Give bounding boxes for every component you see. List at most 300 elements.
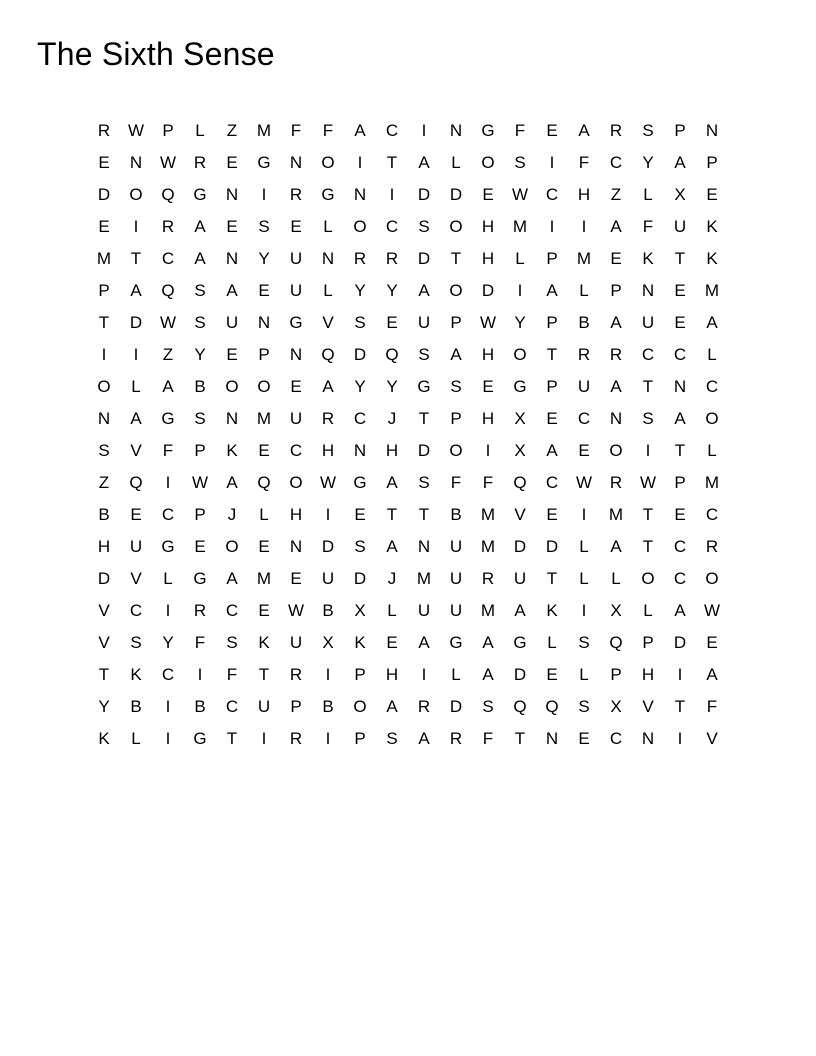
grid-letter: B xyxy=(578,313,590,332)
grid-letter: O xyxy=(353,217,367,236)
grid-letter: Z xyxy=(226,121,238,140)
grid-letter: U xyxy=(641,313,655,332)
grid-letter: E xyxy=(290,217,302,236)
grid-letter: O xyxy=(449,281,463,300)
grid-letter: D xyxy=(449,185,463,204)
grid-letter: U xyxy=(289,249,303,268)
grid-letter: E xyxy=(98,217,110,236)
grid-letter: K xyxy=(706,249,718,268)
grid-letter: I xyxy=(421,665,427,684)
grid-letter: A xyxy=(194,217,206,236)
grid-letter: X xyxy=(674,185,686,204)
grid-letter: I xyxy=(581,217,587,236)
grid-letter: R xyxy=(417,697,431,716)
grid-letter: X xyxy=(354,601,366,620)
grid-letter: T xyxy=(674,249,686,268)
grid-letter: G xyxy=(353,473,367,492)
grid-letter: C xyxy=(609,153,623,172)
grid-letter: E xyxy=(546,121,558,140)
grid-letter: A xyxy=(386,697,398,716)
grid-letter: F xyxy=(226,665,238,684)
grid-letter: Y xyxy=(354,281,366,300)
grid-letter: T xyxy=(130,249,142,268)
grid-letter: H xyxy=(385,441,399,460)
grid-letter: P xyxy=(674,473,686,492)
grid-letter: Z xyxy=(162,345,174,364)
grid-letter: S xyxy=(354,313,366,332)
grid-letter: P xyxy=(546,249,558,268)
grid-letter: B xyxy=(98,505,110,524)
grid-letter: Q xyxy=(513,697,527,716)
grid-letter: D xyxy=(673,633,687,652)
grid-letter: A xyxy=(194,249,206,268)
grid-letter: K xyxy=(130,665,142,684)
grid-letter: X xyxy=(610,697,622,716)
grid-letter: O xyxy=(321,153,335,172)
grid-letter: W xyxy=(287,601,305,620)
grid-letter: L xyxy=(323,217,333,236)
grid-letter: U xyxy=(449,537,463,556)
grid-letter: H xyxy=(321,441,335,460)
grid-letter: I xyxy=(549,153,555,172)
grid-letter: E xyxy=(578,441,590,460)
grid-letter: F xyxy=(482,473,494,492)
grid-letter: F xyxy=(162,441,174,460)
grid-letter: H xyxy=(481,345,495,364)
grid-letter: U xyxy=(321,569,335,588)
grid-letter: E xyxy=(386,313,398,332)
grid-letter: A xyxy=(674,153,686,172)
grid-letter: A xyxy=(418,153,430,172)
grid-letter: D xyxy=(481,281,495,300)
grid-letter: U xyxy=(289,633,303,652)
grid-letter: S xyxy=(418,217,430,236)
grid-letter: M xyxy=(608,505,624,524)
grid-letter: O xyxy=(129,185,143,204)
grid-letter: F xyxy=(290,121,302,140)
grid-letter: O xyxy=(225,377,239,396)
grid-letter: P xyxy=(642,633,654,652)
grid-letter: K xyxy=(546,601,558,620)
grid-letter: S xyxy=(578,633,590,652)
grid-letter: O xyxy=(641,569,655,588)
grid-letter: P xyxy=(194,505,206,524)
grid-letter: I xyxy=(165,697,171,716)
grid-letter: T xyxy=(642,505,654,524)
grid-letter: P xyxy=(354,665,366,684)
grid-letter: V xyxy=(98,601,110,620)
grid-letter: E xyxy=(258,281,270,300)
grid-letter: C xyxy=(673,345,687,364)
grid-letter: C xyxy=(161,665,175,684)
grid-letter: R xyxy=(321,409,335,428)
grid-letter: R xyxy=(577,345,591,364)
grid-letter: C xyxy=(673,537,687,556)
grid-letter: Q xyxy=(513,473,527,492)
grid-letter: F xyxy=(322,121,334,140)
grid-letter: C xyxy=(545,185,559,204)
grid-letter: I xyxy=(581,505,587,524)
grid-letter: L xyxy=(579,281,589,300)
grid-letter: S xyxy=(578,697,590,716)
grid-letter: E xyxy=(226,153,238,172)
grid-letter: O xyxy=(481,153,495,172)
grid-letter: L xyxy=(579,665,589,684)
grid-letter: S xyxy=(386,729,398,748)
grid-letter: G xyxy=(417,377,431,396)
grid-letter: O xyxy=(449,441,463,460)
grid-letter: L xyxy=(611,569,621,588)
grid-letter: P xyxy=(706,153,718,172)
grid-letter: M xyxy=(96,249,112,268)
grid-letter: H xyxy=(97,537,111,556)
grid-letter: R xyxy=(353,249,367,268)
grid-letter: E xyxy=(258,601,270,620)
grid-letter: D xyxy=(417,249,431,268)
grid-letter: M xyxy=(480,505,496,524)
grid-letter: R xyxy=(609,345,623,364)
grid-letter: A xyxy=(226,473,238,492)
grid-letter: Q xyxy=(609,633,623,652)
grid-letter: A xyxy=(706,665,718,684)
grid-letter: E xyxy=(98,153,110,172)
grid-letter: D xyxy=(97,185,111,204)
grid-letter: W xyxy=(159,153,177,172)
grid-letter: N xyxy=(225,249,239,268)
grid-letter: N xyxy=(321,249,335,268)
grid-letter: G xyxy=(321,185,335,204)
grid-letter: T xyxy=(386,153,398,172)
grid-letter: V xyxy=(642,697,654,716)
grid-letter: F xyxy=(642,217,654,236)
grid-letter: P xyxy=(610,665,622,684)
grid-letter: O xyxy=(97,377,111,396)
grid-letter: I xyxy=(645,441,651,460)
grid-letter: I xyxy=(261,729,267,748)
grid-letter: M xyxy=(480,537,496,556)
grid-letter: T xyxy=(642,537,654,556)
grid-letter: L xyxy=(451,665,461,684)
grid-letter: X xyxy=(322,633,334,652)
grid-letter: R xyxy=(609,121,623,140)
grid-letter: E xyxy=(674,281,686,300)
grid-letter: R xyxy=(161,217,175,236)
grid-letter: C xyxy=(161,249,175,268)
grid-letter: S xyxy=(482,697,494,716)
grid-letter: W xyxy=(479,313,497,332)
grid-letter: C xyxy=(705,377,719,396)
grid-letter: N xyxy=(257,313,271,332)
grid-letter: H xyxy=(641,665,655,684)
grid-letter: N xyxy=(673,377,687,396)
page-title: The Sixth Sense xyxy=(37,36,275,72)
grid-letter: M xyxy=(704,281,720,300)
grid-letter: L xyxy=(707,345,717,364)
grid-letter: R xyxy=(705,537,719,556)
grid-letter: D xyxy=(417,185,431,204)
grid-letter: L xyxy=(451,153,461,172)
grid-letter: H xyxy=(481,249,495,268)
grid-letter: U xyxy=(449,601,463,620)
grid-letter: M xyxy=(256,569,272,588)
grid-letter: M xyxy=(704,473,720,492)
grid-letter: F xyxy=(450,473,462,492)
grid-letter: R xyxy=(385,249,399,268)
grid-letter: C xyxy=(705,505,719,524)
grid-letter: M xyxy=(480,601,496,620)
grid-letter: A xyxy=(418,729,430,748)
grid-letter: E xyxy=(482,185,494,204)
grid-letter: U xyxy=(449,569,463,588)
grid-letter: N xyxy=(641,729,655,748)
grid-letter: D xyxy=(353,345,367,364)
grid-letter: A xyxy=(226,281,238,300)
grid-letter: I xyxy=(133,217,139,236)
grid-letter: A xyxy=(162,377,174,396)
grid-letter: I xyxy=(357,153,363,172)
grid-letter: U xyxy=(577,377,591,396)
grid-letter: H xyxy=(481,217,495,236)
grid-letter: N xyxy=(289,345,303,364)
grid-letter: O xyxy=(257,377,271,396)
grid-letter: G xyxy=(513,377,527,396)
grid-letter: Y xyxy=(194,345,206,364)
grid-letter: V xyxy=(130,569,142,588)
grid-letter: P xyxy=(258,345,270,364)
grid-letter: A xyxy=(578,121,590,140)
grid-letter: T xyxy=(546,345,558,364)
grid-letter: I xyxy=(133,345,139,364)
grid-letter: A xyxy=(610,313,622,332)
grid-letter: G xyxy=(481,121,495,140)
grid-letter: L xyxy=(387,601,397,620)
grid-letter: A xyxy=(130,281,142,300)
grid-letter: I xyxy=(101,345,107,364)
grid-letter: S xyxy=(98,441,110,460)
grid-letter: N xyxy=(545,729,559,748)
grid-letter: E xyxy=(226,217,238,236)
grid-letter: T xyxy=(642,377,654,396)
grid-letter: O xyxy=(513,345,527,364)
grid-letter: A xyxy=(706,313,718,332)
grid-letter: E xyxy=(482,377,494,396)
grid-letter: O xyxy=(225,537,239,556)
grid-letter: J xyxy=(387,409,397,428)
grid-letter: L xyxy=(131,729,141,748)
grid-letter: I xyxy=(325,665,331,684)
grid-letter: R xyxy=(289,729,303,748)
grid-letter: S xyxy=(514,153,526,172)
grid-letter: U xyxy=(129,537,143,556)
grid-letter: C xyxy=(609,729,623,748)
grid-letter: K xyxy=(226,441,238,460)
grid-letter: Y xyxy=(98,697,110,716)
grid-letter: S xyxy=(354,537,366,556)
grid-letter: Y xyxy=(162,633,174,652)
grid-letter: T xyxy=(546,569,558,588)
grid-letter: P xyxy=(546,313,558,332)
grid-letter: Q xyxy=(385,345,399,364)
grid-letter: B xyxy=(194,377,206,396)
grid-letter: I xyxy=(421,121,427,140)
grid-letter: I xyxy=(517,281,523,300)
grid-letter: Q xyxy=(161,281,175,300)
grid-letter: A xyxy=(546,441,558,460)
grid-letter: P xyxy=(674,121,686,140)
grid-letter: C xyxy=(545,473,559,492)
grid-letter: D xyxy=(321,537,335,556)
grid-letter: L xyxy=(643,185,653,204)
grid-letter: E xyxy=(130,505,142,524)
grid-letter: F xyxy=(194,633,206,652)
grid-letter: A xyxy=(418,281,430,300)
grid-letter: P xyxy=(98,281,110,300)
grid-letter: A xyxy=(482,633,494,652)
grid-letter: S xyxy=(450,377,462,396)
grid-letter: A xyxy=(386,473,398,492)
grid-letter: R xyxy=(97,121,111,140)
grid-letter: S xyxy=(226,633,238,652)
grid-letter: I xyxy=(325,729,331,748)
grid-letter: E xyxy=(290,569,302,588)
grid-letter: Q xyxy=(129,473,143,492)
grid-letter: C xyxy=(385,217,399,236)
grid-letter: E xyxy=(258,441,270,460)
grid-letter: R xyxy=(193,153,207,172)
grid-letter: I xyxy=(197,665,203,684)
grid-letter: B xyxy=(322,697,334,716)
grid-letter: R xyxy=(449,729,463,748)
grid-letter: I xyxy=(581,601,587,620)
grid-letter: D xyxy=(545,537,559,556)
grid-letter: T xyxy=(450,249,462,268)
grid-letter: A xyxy=(386,537,398,556)
grid-letter: A xyxy=(322,377,334,396)
grid-letter: B xyxy=(322,601,334,620)
grid-letter: N xyxy=(609,409,623,428)
grid-letter: G xyxy=(161,537,175,556)
grid-letter: N xyxy=(129,153,143,172)
grid-letter: V xyxy=(98,633,110,652)
grid-letter: S xyxy=(194,313,206,332)
grid-letter: G xyxy=(513,633,527,652)
grid-letter: W xyxy=(127,121,145,140)
grid-letter: I xyxy=(165,729,171,748)
grid-letter: D xyxy=(97,569,111,588)
grid-letter: U xyxy=(673,217,687,236)
grid-letter: W xyxy=(511,185,529,204)
grid-letter: W xyxy=(639,473,657,492)
grid-letter: N xyxy=(417,537,431,556)
grid-letter: E xyxy=(194,537,206,556)
grid-letter: E xyxy=(258,537,270,556)
grid-letter: F xyxy=(482,729,494,748)
grid-letter: A xyxy=(354,121,366,140)
grid-letter: E xyxy=(706,633,718,652)
grid-letter: E xyxy=(546,505,558,524)
grid-letter: B xyxy=(194,697,206,716)
grid-letter: L xyxy=(163,569,173,588)
grid-letter: R xyxy=(289,185,303,204)
grid-letter: E xyxy=(386,633,398,652)
grid-letter: N xyxy=(641,281,655,300)
grid-letter: F xyxy=(706,697,718,716)
grid-letter: T xyxy=(418,409,430,428)
grid-letter: L xyxy=(323,281,333,300)
grid-letter: N xyxy=(289,153,303,172)
grid-letter: O xyxy=(705,409,719,428)
grid-letter: U xyxy=(257,697,271,716)
grid-letter: E xyxy=(354,505,366,524)
grid-letter: M xyxy=(512,217,528,236)
grid-letter: P xyxy=(450,313,462,332)
grid-letter: X xyxy=(514,441,526,460)
grid-letter: A xyxy=(418,633,430,652)
grid-letter: P xyxy=(194,441,206,460)
grid-letter: Y xyxy=(642,153,654,172)
grid-letter: O xyxy=(353,697,367,716)
grid-letter: R xyxy=(481,569,495,588)
grid-letter: H xyxy=(481,409,495,428)
grid-letter: C xyxy=(161,505,175,524)
grid-letter: Y xyxy=(258,249,270,268)
grid-letter: S xyxy=(130,633,142,652)
grid-letter: S xyxy=(642,121,654,140)
grid-letter: A xyxy=(226,569,238,588)
grid-letter: N xyxy=(225,185,239,204)
grid-letter: S xyxy=(194,281,206,300)
grid-letter: I xyxy=(261,185,267,204)
grid-letter: U xyxy=(289,281,303,300)
grid-letter: V xyxy=(706,729,718,748)
grid-letter: S xyxy=(642,409,654,428)
grid-letter: G xyxy=(449,633,463,652)
grid-letter: D xyxy=(449,697,463,716)
grid-letter: Z xyxy=(610,185,622,204)
grid-letter: N xyxy=(353,441,367,460)
grid-letter: C xyxy=(353,409,367,428)
grid-letter: T xyxy=(674,441,686,460)
grid-letter: G xyxy=(289,313,303,332)
grid-letter: N xyxy=(97,409,111,428)
grid-letter: Y xyxy=(386,377,398,396)
grid-letter: P xyxy=(546,377,558,396)
grid-letter: U xyxy=(225,313,239,332)
grid-letter: W xyxy=(703,601,721,620)
grid-letter: Q xyxy=(257,473,271,492)
grid-letter: F xyxy=(578,153,590,172)
grid-letter: F xyxy=(514,121,526,140)
grid-letter: Y xyxy=(354,377,366,396)
grid-letter: B xyxy=(450,505,462,524)
grid-letter: E xyxy=(674,313,686,332)
word-search-grid xyxy=(88,115,728,755)
grid-letter: W xyxy=(159,313,177,332)
grid-letter: N xyxy=(449,121,463,140)
grid-letter: A xyxy=(610,377,622,396)
grid-letter: U xyxy=(289,409,303,428)
grid-letter: U xyxy=(513,569,527,588)
grid-letter: Z xyxy=(98,473,110,492)
grid-letter: A xyxy=(674,601,686,620)
grid-letter: L xyxy=(643,601,653,620)
grid-letter: D xyxy=(513,537,527,556)
grid-letter: C xyxy=(129,601,143,620)
grid-letter: S xyxy=(194,409,206,428)
grid-letter: M xyxy=(256,409,272,428)
grid-letter: E xyxy=(546,409,558,428)
grid-letter: P xyxy=(162,121,174,140)
